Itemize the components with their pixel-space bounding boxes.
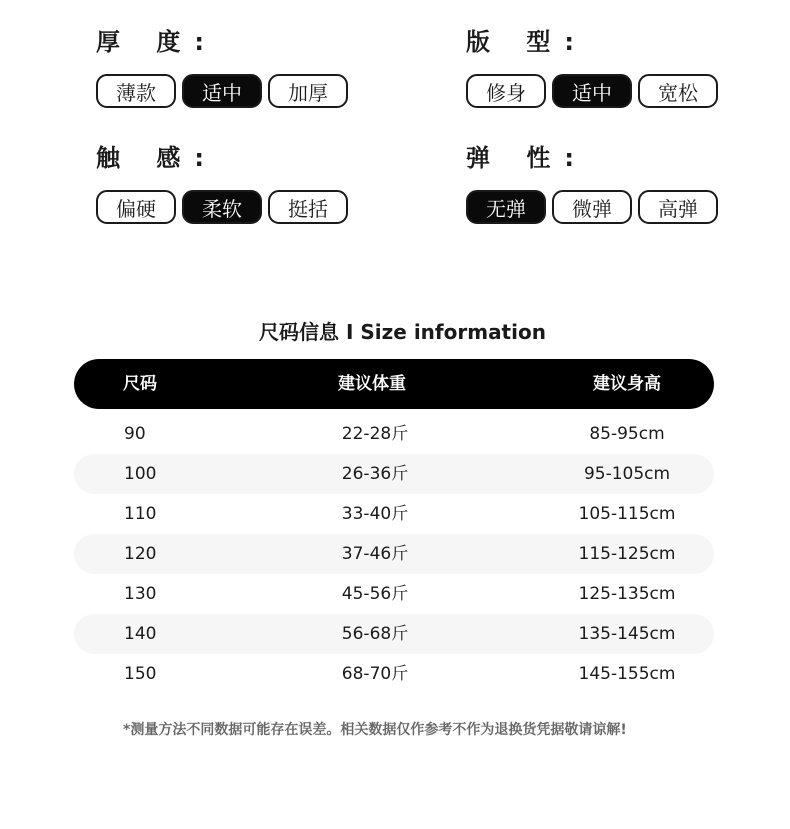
cell-size: 130 [124, 584, 157, 604]
option-group [466, 74, 718, 108]
cell-height: 85-95cm [589, 424, 665, 444]
cell-weight: 45-56斤 [341, 584, 409, 604]
cell-size: 140 [124, 624, 157, 644]
option-thick[interactable]: 加厚 [268, 74, 348, 108]
header-weight: 建议体重 [338, 374, 406, 394]
cell-height: 145-155cm [578, 664, 676, 684]
table-row [74, 654, 714, 694]
attribute-title: 触 感: [96, 144, 218, 172]
size-table-body [74, 414, 714, 694]
option-slim[interactable]: 修身 [466, 74, 546, 108]
table-row [74, 534, 714, 574]
cell-weight: 33-40斤 [341, 504, 409, 524]
option-regular[interactable]: 适中 [552, 74, 632, 108]
option-thin[interactable]: 薄款 [96, 74, 176, 108]
attribute-elasticity [466, 142, 718, 224]
cell-height: 115-125cm [578, 544, 676, 564]
header-size: 尺码 [123, 374, 157, 394]
option-high-stretch[interactable]: 高弹 [638, 190, 718, 224]
cell-weight: 56-68斤 [341, 624, 409, 644]
cell-height: 125-135cm [578, 584, 676, 604]
disclaimer-note: *测量方法不同数据可能存在误差。相关数据仅作参考不作为退换货凭据敬请谅解! [123, 722, 627, 738]
option-group [96, 74, 348, 108]
cell-weight: 37-46斤 [341, 544, 409, 564]
table-row [74, 414, 714, 454]
table-row [74, 614, 714, 654]
option-loose[interactable]: 宽松 [638, 74, 718, 108]
option-crisp[interactable]: 挺括 [268, 190, 348, 224]
cell-size: 110 [124, 504, 157, 524]
size-info-title: 尺码信息 I Size information [259, 320, 546, 344]
option-stiff[interactable]: 偏硬 [96, 190, 176, 224]
option-group [466, 190, 718, 224]
cell-weight: 22-28斤 [341, 424, 409, 444]
attribute-title: 厚 度: [96, 28, 218, 56]
table-row [74, 454, 714, 494]
option-medium[interactable]: 适中 [182, 74, 262, 108]
option-soft[interactable]: 柔软 [182, 190, 262, 224]
option-slight-stretch[interactable]: 微弹 [552, 190, 632, 224]
cell-size: 120 [124, 544, 157, 564]
option-group [96, 190, 348, 224]
cell-size: 150 [124, 664, 157, 684]
attribute-title: 版 型: [466, 28, 588, 56]
cell-weight: 26-36斤 [341, 464, 409, 484]
cell-height: 105-115cm [578, 504, 676, 524]
table-row [74, 494, 714, 534]
header-height: 建议身高 [593, 374, 661, 394]
cell-size: 90 [124, 424, 146, 444]
cell-height: 135-145cm [578, 624, 676, 644]
option-no-stretch[interactable]: 无弹 [466, 190, 546, 224]
attribute-thickness [96, 26, 348, 108]
size-table-header [74, 359, 714, 409]
table-row [74, 574, 714, 614]
attribute-fit [466, 26, 718, 108]
cell-height: 95-105cm [583, 464, 671, 484]
cell-size: 100 [124, 464, 157, 484]
attribute-title: 弹 性: [466, 144, 588, 172]
cell-weight: 68-70斤 [341, 664, 409, 684]
attribute-texture [96, 142, 348, 224]
